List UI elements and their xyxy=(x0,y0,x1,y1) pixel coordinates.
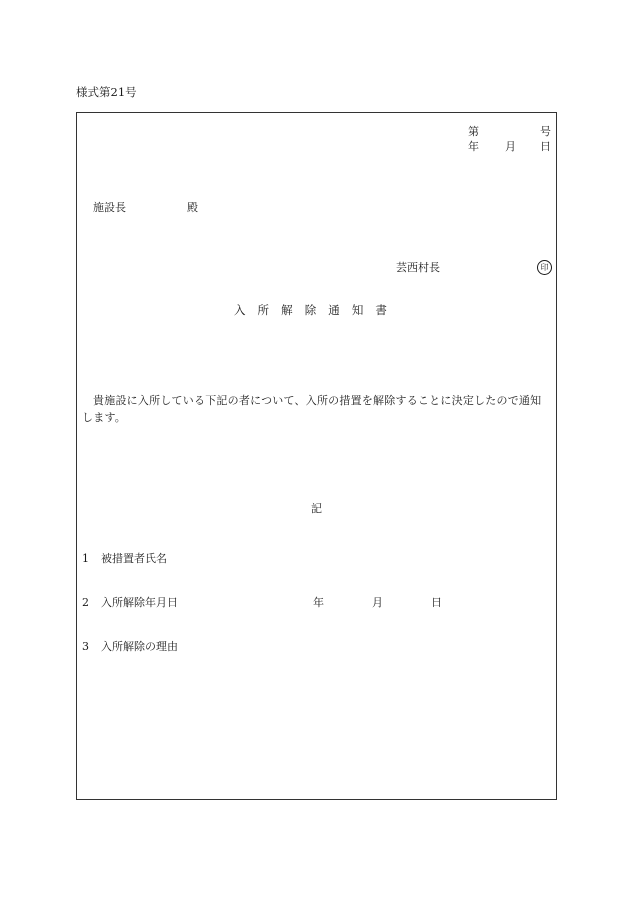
item-1-label: 被措置者氏名 xyxy=(101,552,167,565)
item-2-day-label: 日 xyxy=(431,596,442,609)
date-month-label: 月 xyxy=(505,140,516,153)
item-2-label: 入所解除年月日 xyxy=(101,596,178,609)
form-frame xyxy=(76,112,557,800)
item-3-label: 入所解除の理由 xyxy=(101,640,178,653)
item-2-month-label: 月 xyxy=(372,596,383,609)
addressee-honorific: 殿 xyxy=(187,201,198,214)
number-prefix: 第 xyxy=(468,125,479,138)
date-year-label: 年 xyxy=(468,140,479,153)
item-2-year-label: 年 xyxy=(313,596,324,609)
body-text: 貴施設に入所している下記の者について、入所の措置を解除することに決定したので通知します。 xyxy=(82,394,542,424)
sender-name: 芸西村長 xyxy=(396,261,440,274)
seal-mark: 印 xyxy=(537,260,552,275)
item-3-number: 3 xyxy=(82,640,89,653)
date-day-label: 日 xyxy=(540,140,551,153)
note-heading: 記 xyxy=(311,502,322,515)
number-suffix: 号 xyxy=(540,125,551,138)
document-title: 入所解除通知書 xyxy=(233,303,400,317)
item-2-number: 2 xyxy=(82,596,89,609)
form-number: 様式第21号 xyxy=(76,85,137,99)
item-1-number: 1 xyxy=(82,552,89,565)
addressee-title: 施設長 xyxy=(93,201,126,214)
